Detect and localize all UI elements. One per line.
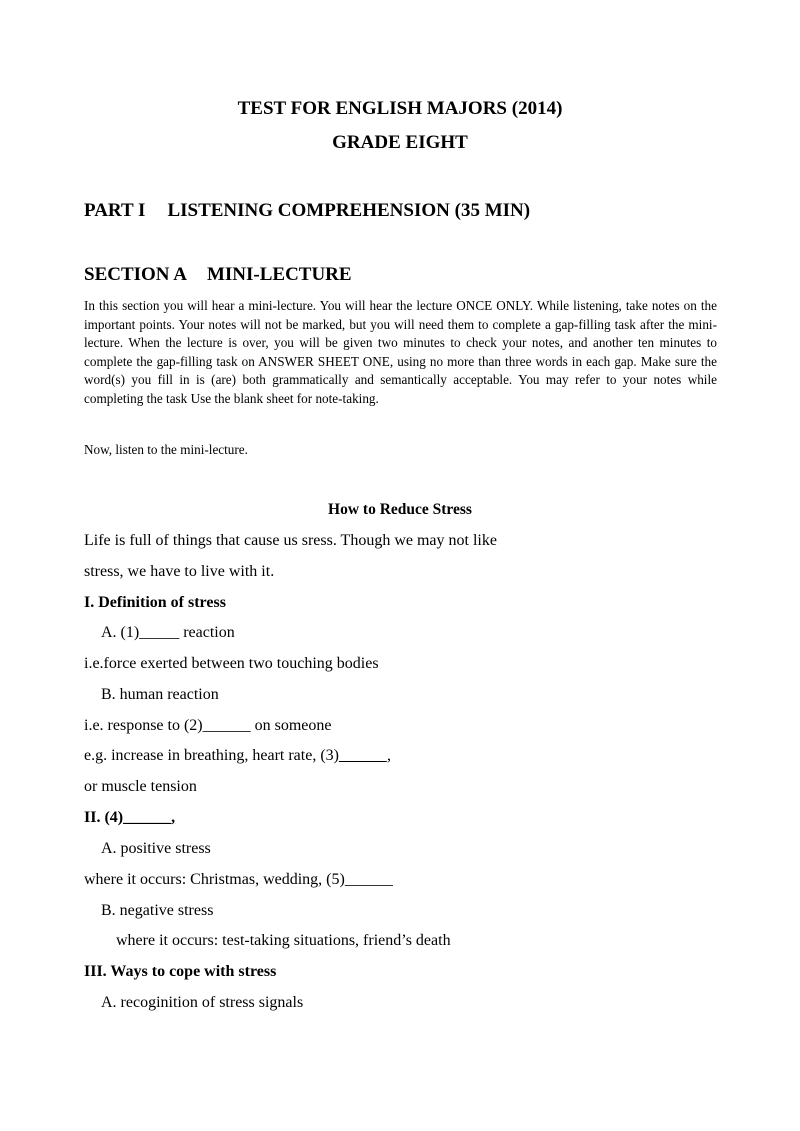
section-title: MINI-LECTURE [206, 264, 352, 285]
outline-note-1a: i.e.force exerted between two touching bodies [84, 655, 379, 672]
outline-heading-2 [84, 809, 175, 827]
outline-item-2b: B. negative stress [101, 902, 214, 919]
part-label: PART I [84, 200, 146, 221]
outline-note-2b: where it occurs: test-taking situations, friend’s death [116, 932, 451, 949]
section-heading [84, 264, 352, 286]
outline-note-2a: where it occurs: Christmas, wedding, (5)______ [84, 871, 393, 888]
heading-2-prefix: II. (4) [84, 809, 124, 826]
note-text: e.g. increase in breathing, heart rate, (3) [84, 747, 339, 764]
outline-note-1b-3: or muscle tension [84, 778, 197, 795]
part-title: LISTENING COMPREHENSION (35 MIN) [167, 200, 531, 221]
document-title: TEST FOR ENGLISH MAJORS (2014) [237, 98, 563, 119]
lecture-title: How to Reduce Stress [328, 501, 472, 518]
lecture-intro-line-2: stress, we have to live with it. [84, 563, 275, 580]
lecture-intro-line-1: Life is full of things that cause us sress. Though we may not like [84, 532, 497, 549]
document-subtitle: GRADE EIGHT [332, 132, 468, 153]
gap-4-blank: ______, [123, 809, 176, 826]
listen-prompt: Now, listen to the mini-lecture. [84, 442, 248, 457]
outline-item-2a: A. positive stress [101, 840, 211, 857]
section-label: SECTION A [84, 264, 187, 285]
outline-heading-3: III. Ways to cope with stress [84, 963, 277, 980]
outline-item-3a: A. recoginition of stress signals [101, 994, 304, 1011]
part-heading [84, 200, 530, 222]
outline-heading-1: I. Definition of stress [84, 594, 226, 611]
outline-item-1a: A. (1)_____ reaction [101, 624, 235, 641]
outline-note-1b-1: i.e. response to (2)______ on someone [84, 717, 332, 734]
outline-item-1b: B. human reaction [101, 686, 219, 703]
outline-note-1b-2 [84, 747, 391, 765]
instructions-paragraph: In this section you will hear a mini-lecture. You will hear the lecture ONCE ONLY. While listening, take notes on the important points. Your notes will not be marked, but you will need them to complete a gap-filling task after the mini-lecture. When the lecture is over, you will be given two minutes to check your notes, and another ten minutes to complete the gap-filling task on ANSWER SHEET ONE, using no more than three words in each gap. Make sure the word(s) you fill in is (are) both grammatically and semantically acceptable. You may refer to your notes while completing the task Use the blank sheet for note-taking. [84, 298, 717, 406]
gap-3-blank: ______, [338, 747, 391, 764]
